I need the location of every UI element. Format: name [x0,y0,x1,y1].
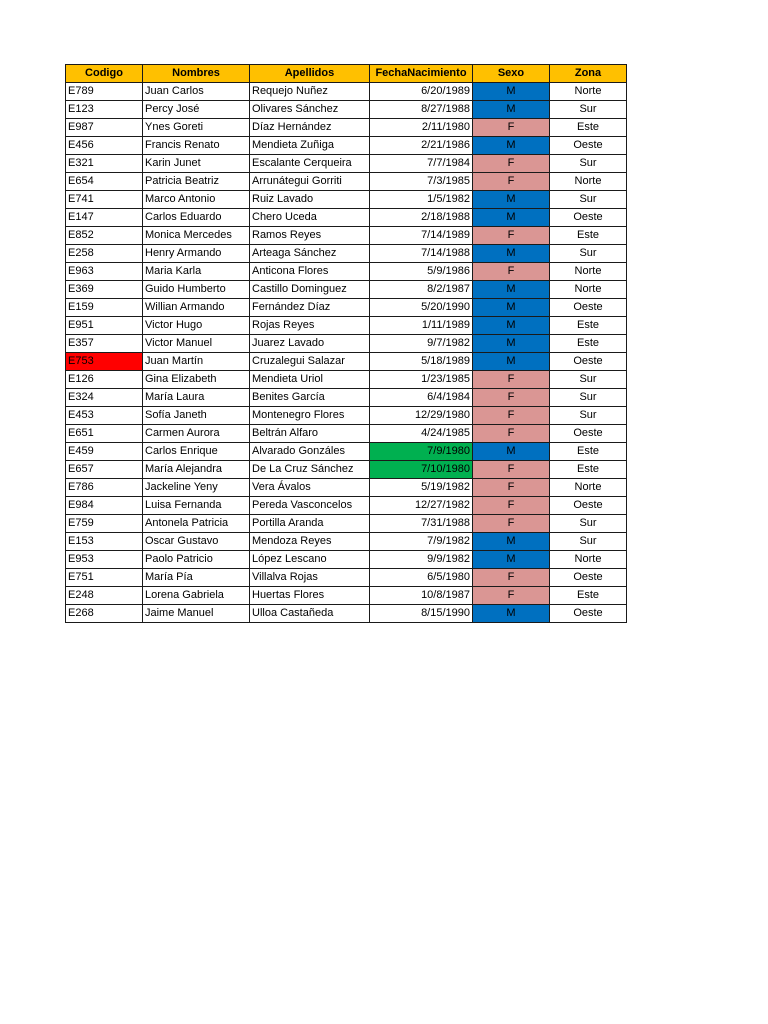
cell-sexo[interactable]: M [473,551,550,569]
table-row [66,587,627,605]
cell-zona[interactable]: Este [550,119,627,137]
cell-apellidos[interactable]: Ruiz Lavado [250,191,370,209]
cell-fecha-nacimiento[interactable]: 1/5/1982 [370,191,473,209]
cell-codigo[interactable]: E369 [66,281,143,299]
cell-nombres[interactable]: Maria Karla [143,263,250,281]
cell-codigo[interactable]: E459 [66,443,143,461]
cell-apellidos[interactable]: Pereda Vasconcelos [250,497,370,515]
cell-nombres[interactable]: Marco Antonio [143,191,250,209]
cell-codigo[interactable]: E963 [66,263,143,281]
cell-apellidos[interactable]: López Lescano [250,551,370,569]
cell-sexo[interactable]: M [473,335,550,353]
cell-apellidos[interactable]: Beltrán Alfaro [250,425,370,443]
cell-codigo[interactable]: E852 [66,227,143,245]
cell-sexo[interactable]: M [473,443,550,461]
table-row [66,263,627,281]
table-row [66,515,627,533]
cell-codigo[interactable]: E153 [66,533,143,551]
cell-sexo[interactable]: M [473,245,550,263]
cell-apellidos[interactable]: Portilla Aranda [250,515,370,533]
cell-fecha-nacimiento[interactable]: 7/10/1980 [370,461,473,479]
cell-apellidos[interactable]: Olivares Sánchez [250,101,370,119]
header-zona[interactable]: Zona [550,65,627,83]
cell-sexo[interactable]: F [473,479,550,497]
table-row [66,497,627,515]
table-row [66,101,627,119]
cell-nombres[interactable]: Percy José [143,101,250,119]
cell-zona[interactable]: Oeste [550,425,627,443]
cell-sexo[interactable]: M [473,209,550,227]
cell-sexo[interactable]: F [473,371,550,389]
cell-apellidos[interactable]: Chero Uceda [250,209,370,227]
cell-fecha-nacimiento[interactable]: 6/20/1989 [370,83,473,101]
cell-sexo[interactable]: M [473,299,550,317]
cell-sexo[interactable]: F [473,155,550,173]
cell-apellidos[interactable]: Mendieta Uriol [250,371,370,389]
cell-zona[interactable]: Sur [550,515,627,533]
cell-codigo[interactable]: E753 [66,353,143,371]
cell-nombres[interactable]: Jackeline Yeny [143,479,250,497]
cell-codigo[interactable]: E123 [66,101,143,119]
table-row [66,479,627,497]
cell-sexo[interactable]: F [473,227,550,245]
cell-sexo[interactable]: M [473,191,550,209]
cell-zona[interactable]: Este [550,461,627,479]
cell-fecha-nacimiento[interactable]: 2/11/1980 [370,119,473,137]
cell-nombres[interactable]: Ynes Goreti [143,119,250,137]
cell-fecha-nacimiento[interactable]: 7/14/1988 [370,245,473,263]
cell-zona[interactable]: Norte [550,479,627,497]
cell-sexo[interactable]: M [473,281,550,299]
cell-zona[interactable]: Norte [550,173,627,191]
cell-zona[interactable]: Este [550,335,627,353]
table-row [66,173,627,191]
cell-apellidos[interactable]: Ramos Reyes [250,227,370,245]
cell-apellidos[interactable]: Arteaga Sánchez [250,245,370,263]
cell-fecha-nacimiento[interactable]: 7/9/1980 [370,443,473,461]
cell-fecha-nacimiento[interactable]: 8/15/1990 [370,605,473,623]
cell-nombres[interactable]: Guido Humberto [143,281,250,299]
header-codigo[interactable]: Codigo [66,65,143,83]
cell-zona[interactable]: Oeste [550,569,627,587]
cell-zona[interactable]: Norte [550,263,627,281]
cell-fecha-nacimiento[interactable]: 7/7/1984 [370,155,473,173]
table-row [66,119,627,137]
cell-fecha-nacimiento[interactable]: 6/5/1980 [370,569,473,587]
cell-codigo[interactable]: E751 [66,569,143,587]
cell-sexo[interactable]: M [473,101,550,119]
cell-fecha-nacimiento[interactable]: 5/18/1989 [370,353,473,371]
cell-fecha-nacimiento[interactable]: 6/4/1984 [370,389,473,407]
cell-apellidos[interactable]: Díaz Hernández [250,119,370,137]
cell-sexo[interactable]: M [473,605,550,623]
cell-apellidos[interactable]: Alvarado Gonzáles [250,443,370,461]
cell-codigo[interactable]: E654 [66,173,143,191]
cell-zona[interactable]: Sur [550,533,627,551]
cell-zona[interactable]: Oeste [550,299,627,317]
cell-apellidos[interactable]: Mendoza Reyes [250,533,370,551]
cell-sexo[interactable]: F [473,587,550,605]
cell-codigo[interactable]: E126 [66,371,143,389]
cell-codigo[interactable]: E159 [66,299,143,317]
cell-zona[interactable]: Norte [550,83,627,101]
header-fecha-nacimiento[interactable]: FechaNacimiento [370,65,473,83]
cell-zona[interactable]: Sur [550,101,627,119]
cell-nombres[interactable]: María Laura [143,389,250,407]
cell-apellidos[interactable]: Anticona Flores [250,263,370,281]
table-row [66,281,627,299]
cell-sexo[interactable]: F [473,461,550,479]
employee-table [65,64,627,623]
cell-apellidos[interactable]: Requejo Nuñez [250,83,370,101]
cell-codigo[interactable]: E741 [66,191,143,209]
cell-zona[interactable]: Sur [550,389,627,407]
cell-nombres[interactable]: Jaime Manuel [143,605,250,623]
cell-apellidos[interactable]: Benites García [250,389,370,407]
table-row [66,191,627,209]
cell-sexo[interactable]: F [473,497,550,515]
cell-zona[interactable]: Sur [550,245,627,263]
cell-apellidos[interactable]: Fernández Díaz [250,299,370,317]
header-row [66,65,627,83]
cell-apellidos[interactable]: Montenegro Flores [250,407,370,425]
table-row [66,137,627,155]
cell-fecha-nacimiento[interactable]: 12/29/1980 [370,407,473,425]
table-row [66,83,627,101]
table-row [66,461,627,479]
cell-codigo[interactable]: E268 [66,605,143,623]
cell-sexo[interactable]: F [473,569,550,587]
cell-sexo[interactable]: M [473,353,550,371]
table-row [66,407,627,425]
cell-sexo[interactable]: M [473,137,550,155]
cell-codigo[interactable]: E987 [66,119,143,137]
cell-zona[interactable]: Sur [550,191,627,209]
cell-fecha-nacimiento[interactable]: 10/8/1987 [370,587,473,605]
table-row [66,317,627,335]
cell-sexo[interactable]: M [473,533,550,551]
cell-nombres[interactable]: Victor Manuel [143,335,250,353]
cell-codigo[interactable]: E984 [66,497,143,515]
cell-zona[interactable]: Este [550,587,627,605]
cell-nombres[interactable]: Gina Elizabeth [143,371,250,389]
cell-codigo[interactable]: E321 [66,155,143,173]
cell-apellidos[interactable]: Ulloa Castañeda [250,605,370,623]
cell-zona[interactable]: Sur [550,407,627,425]
table-row [66,569,627,587]
cell-codigo[interactable]: E324 [66,389,143,407]
cell-nombres[interactable]: Paolo Patricio [143,551,250,569]
cell-fecha-nacimiento[interactable]: 9/9/1982 [370,551,473,569]
cell-zona[interactable]: Este [550,227,627,245]
cell-fecha-nacimiento[interactable]: 7/9/1982 [370,533,473,551]
cell-sexo[interactable]: F [473,389,550,407]
cell-fecha-nacimiento[interactable]: 1/11/1989 [370,317,473,335]
cell-fecha-nacimiento[interactable]: 5/20/1990 [370,299,473,317]
cell-codigo[interactable]: E456 [66,137,143,155]
cell-nombres[interactable]: Henry Armando [143,245,250,263]
cell-zona[interactable]: Oeste [550,137,627,155]
table-row [66,227,627,245]
table-row [66,551,627,569]
cell-zona[interactable]: Norte [550,551,627,569]
cell-codigo[interactable]: E453 [66,407,143,425]
cell-zona[interactable]: Oeste [550,605,627,623]
cell-apellidos[interactable]: Huertas Flores [250,587,370,605]
header-apellidos[interactable]: Apellidos [250,65,370,83]
cell-apellidos[interactable]: Juarez Lavado [250,335,370,353]
cell-zona[interactable]: Sur [550,155,627,173]
table-row [66,353,627,371]
header-nombres[interactable]: Nombres [143,65,250,83]
cell-fecha-nacimiento[interactable]: 1/23/1985 [370,371,473,389]
table-row [66,443,627,461]
cell-nombres[interactable]: Luisa Fernanda [143,497,250,515]
cell-sexo[interactable]: F [473,119,550,137]
cell-zona[interactable]: Este [550,317,627,335]
cell-nombres[interactable]: Willian Armando [143,299,250,317]
cell-sexo[interactable]: M [473,317,550,335]
cell-sexo[interactable]: F [473,263,550,281]
cell-fecha-nacimiento[interactable]: 2/18/1988 [370,209,473,227]
cell-fecha-nacimiento[interactable]: 9/7/1982 [370,335,473,353]
cell-nombres[interactable]: María Alejandra [143,461,250,479]
table-row [66,299,627,317]
table-row [66,245,627,263]
cell-apellidos[interactable]: De La Cruz Sánchez [250,461,370,479]
cell-fecha-nacimiento[interactable]: 7/31/1988 [370,515,473,533]
cell-apellidos[interactable]: Villalva Rojas [250,569,370,587]
cell-nombres[interactable]: Oscar Gustavo [143,533,250,551]
cell-nombres[interactable]: Carmen Aurora [143,425,250,443]
cell-codigo[interactable]: E357 [66,335,143,353]
cell-codigo[interactable]: E786 [66,479,143,497]
cell-codigo[interactable]: E953 [66,551,143,569]
cell-apellidos[interactable]: Rojas Reyes [250,317,370,335]
table-row [66,209,627,227]
cell-zona[interactable]: Oeste [550,353,627,371]
cell-sexo[interactable]: F [473,425,550,443]
cell-fecha-nacimiento[interactable]: 2/21/1986 [370,137,473,155]
cell-nombres[interactable]: Patricia Beatriz [143,173,250,191]
cell-zona[interactable]: Este [550,443,627,461]
cell-fecha-nacimiento[interactable]: 12/27/1982 [370,497,473,515]
table-row [66,605,627,623]
cell-sexo[interactable]: F [473,173,550,191]
cell-apellidos[interactable]: Escalante Cerqueira [250,155,370,173]
cell-nombres[interactable]: Sofía Janeth [143,407,250,425]
table-row [66,389,627,407]
cell-sexo[interactable]: F [473,515,550,533]
cell-codigo[interactable]: E759 [66,515,143,533]
table-row [66,155,627,173]
cell-codigo[interactable]: E789 [66,83,143,101]
cell-zona[interactable]: Oeste [550,209,627,227]
cell-sexo[interactable]: M [473,83,550,101]
table-body [66,83,627,623]
cell-fecha-nacimiento[interactable]: 7/3/1985 [370,173,473,191]
cell-fecha-nacimiento[interactable]: 5/19/1982 [370,479,473,497]
cell-nombres[interactable]: María Pía [143,569,250,587]
cell-nombres[interactable]: Victor Hugo [143,317,250,335]
cell-fecha-nacimiento[interactable]: 7/14/1989 [370,227,473,245]
cell-sexo[interactable]: F [473,407,550,425]
cell-apellidos[interactable]: Mendieta Zuñiga [250,137,370,155]
cell-codigo[interactable]: E657 [66,461,143,479]
cell-nombres[interactable]: Karin Junet [143,155,250,173]
cell-apellidos[interactable]: Cruzalegui Salazar [250,353,370,371]
cell-nombres[interactable]: Juan Martín [143,353,250,371]
cell-zona[interactable]: Sur [550,371,627,389]
cell-fecha-nacimiento[interactable]: 8/2/1987 [370,281,473,299]
cell-zona[interactable]: Oeste [550,497,627,515]
cell-fecha-nacimiento[interactable]: 8/27/1988 [370,101,473,119]
cell-nombres[interactable]: Carlos Enrique [143,443,250,461]
cell-zona[interactable]: Norte [550,281,627,299]
cell-codigo[interactable]: E951 [66,317,143,335]
table-row [66,335,627,353]
cell-codigo[interactable]: E651 [66,425,143,443]
cell-codigo[interactable]: E147 [66,209,143,227]
table-row [66,533,627,551]
table-row [66,371,627,389]
table-row [66,425,627,443]
cell-codigo[interactable]: E258 [66,245,143,263]
cell-apellidos[interactable]: Vera Ávalos [250,479,370,497]
cell-fecha-nacimiento[interactable]: 4/24/1985 [370,425,473,443]
cell-fecha-nacimiento[interactable]: 5/9/1986 [370,263,473,281]
cell-nombres[interactable]: Carlos Eduardo [143,209,250,227]
cell-nombres[interactable]: Francis Renato [143,137,250,155]
cell-nombres[interactable]: Monica Mercedes [143,227,250,245]
cell-nombres[interactable]: Juan Carlos [143,83,250,101]
cell-nombres[interactable]: Lorena Gabriela [143,587,250,605]
header-sexo[interactable]: Sexo [473,65,550,83]
cell-apellidos[interactable]: Castillo Dominguez [250,281,370,299]
cell-nombres[interactable]: Antonela Patricia [143,515,250,533]
cell-apellidos[interactable]: Arrunátegui Gorriti [250,173,370,191]
cell-codigo[interactable]: E248 [66,587,143,605]
